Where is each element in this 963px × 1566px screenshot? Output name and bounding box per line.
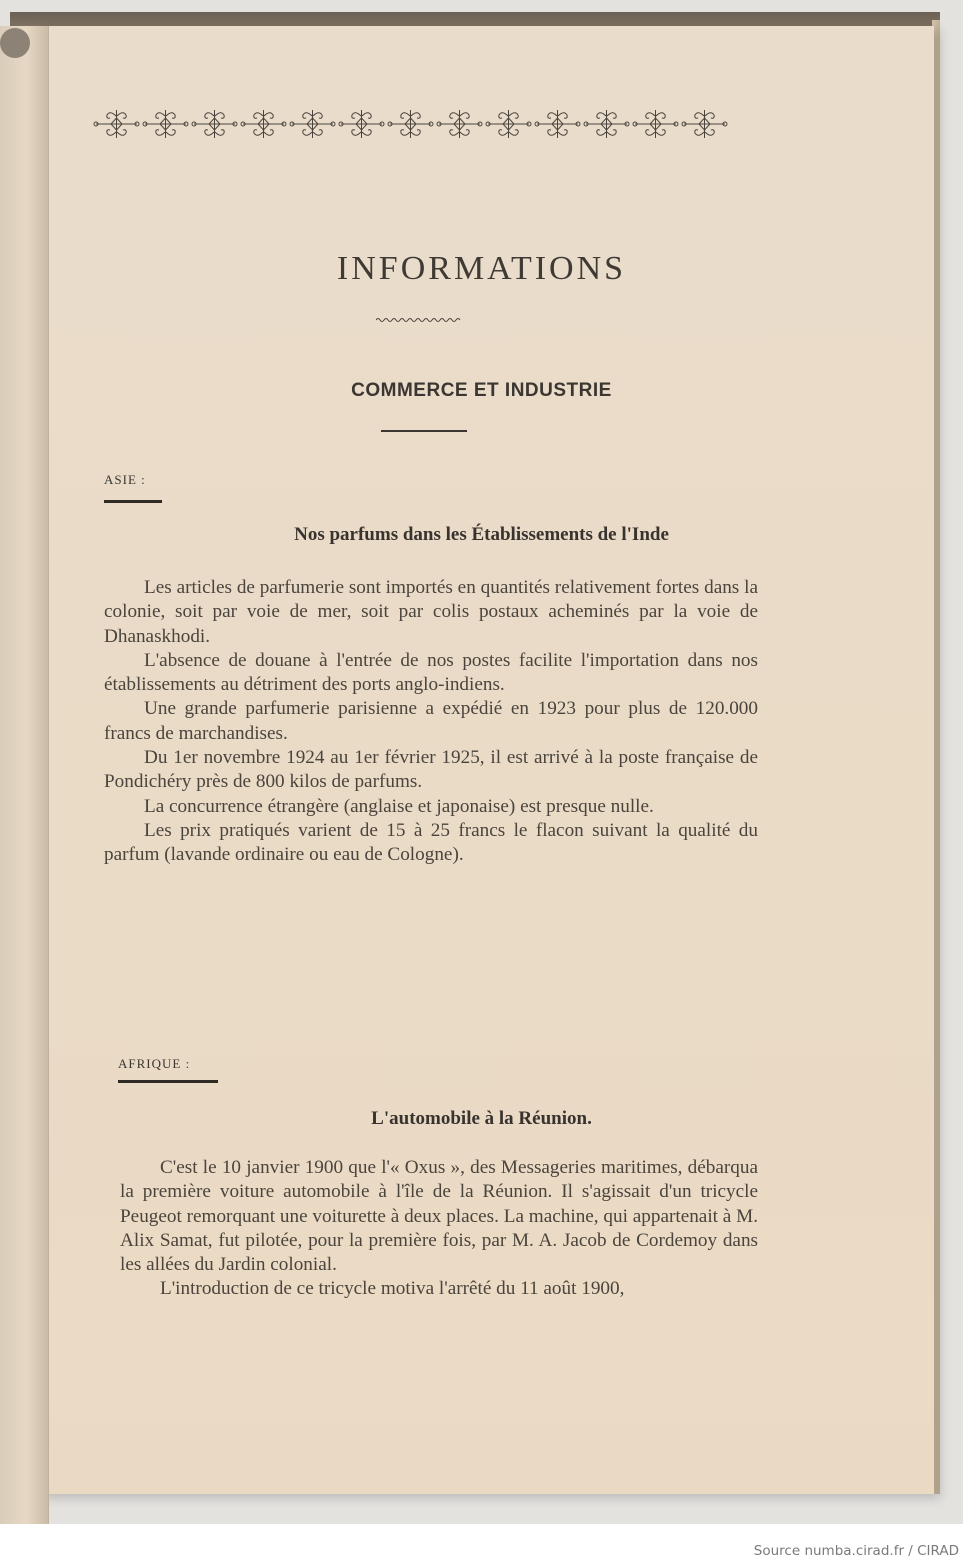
book-top-edge: [10, 12, 940, 26]
paragraph: L'absence de douane à l'entrée de nos postes facilite l'importation dans nos établissements au détriment des ports anglo-indiens.: [104, 649, 758, 696]
ornament-icon: [141, 108, 190, 140]
article-body-parfums: [104, 576, 758, 868]
region-label-asie: ASIE :: [104, 472, 146, 487]
paragraph: Les articles de parfumerie sont importés en quantités relativement fortes dans la colonie, soit par voie de mer, soit par colis postaux acheminés par la voie de Dhanaskhodi.: [104, 577, 758, 647]
page-title: INFORMATIONS: [336, 250, 627, 287]
ornament-icon: [631, 108, 680, 140]
section-heading: COMMERCE ET INDUSTRIE: [351, 380, 612, 401]
region-rule-afrique: [118, 1080, 218, 1083]
ornament-icon: [533, 108, 582, 140]
paragraph: Du 1er novembre 1924 au 1er février 1925, il est arrivé à la poste française de Pondichéry près de 800 kilos de parfums.: [104, 747, 758, 793]
region-rule-asie: [104, 500, 162, 503]
ornament-icon: [239, 108, 288, 140]
ornament-icon: [435, 108, 484, 140]
ornament-icon: [337, 108, 386, 140]
paragraph: Une grande parfumerie parisienne a expédié en 1923 pour plus de 120.000 francs de marchandises.: [104, 698, 758, 744]
ornament-icon: [190, 108, 239, 140]
wavy-rule: [376, 316, 462, 324]
paragraph: La concurrence étrangère (anglaise et japonaise) est presque nulle.: [144, 795, 654, 817]
source-credit: Source numba.cirad.fr / CIRAD: [753, 1543, 959, 1559]
ornament-icon: [92, 108, 141, 140]
region-label-afrique: AFRIQUE :: [118, 1056, 191, 1071]
ornament-icon: [484, 108, 533, 140]
ornament-band: [92, 108, 732, 140]
article-title-parfums: Nos parfums dans les Établissements de l'Inde: [294, 524, 669, 545]
ornament-icon: [386, 108, 435, 140]
ornament-icon: [288, 108, 337, 140]
binding-knob: [0, 28, 30, 58]
ornament-icon: [680, 108, 729, 140]
paragraph: C'est le 10 janvier 1900 que l'« Oxus », des Messageries maritimes, débarqua la première voiture automobile à l'île de la Réunion. Il s'agissait d'un tricycle Peugeot remorquant une voiturette à deux places. La machine, qui appartenait à M. Alix Samat, fut pilotée, pour la première fois, par M. A. Jacob de Cordemoy dans les allées du Jardin colonial.: [120, 1157, 758, 1276]
article-title-automobile: L'automobile à la Réunion.: [371, 1108, 592, 1129]
paragraph: Les prix pratiqués varient de 15 à 25 francs le flacon suivant la qualité du parfum (lavande ordinaire ou eau de Cologne).: [104, 819, 758, 866]
section-rule: [381, 430, 467, 432]
paragraph: L'introduction de ce tricycle motiva l'arrêté du 11 août 1900,: [160, 1278, 625, 1300]
ornament-icon: [582, 108, 631, 140]
article-body-automobile: [120, 1156, 758, 1302]
